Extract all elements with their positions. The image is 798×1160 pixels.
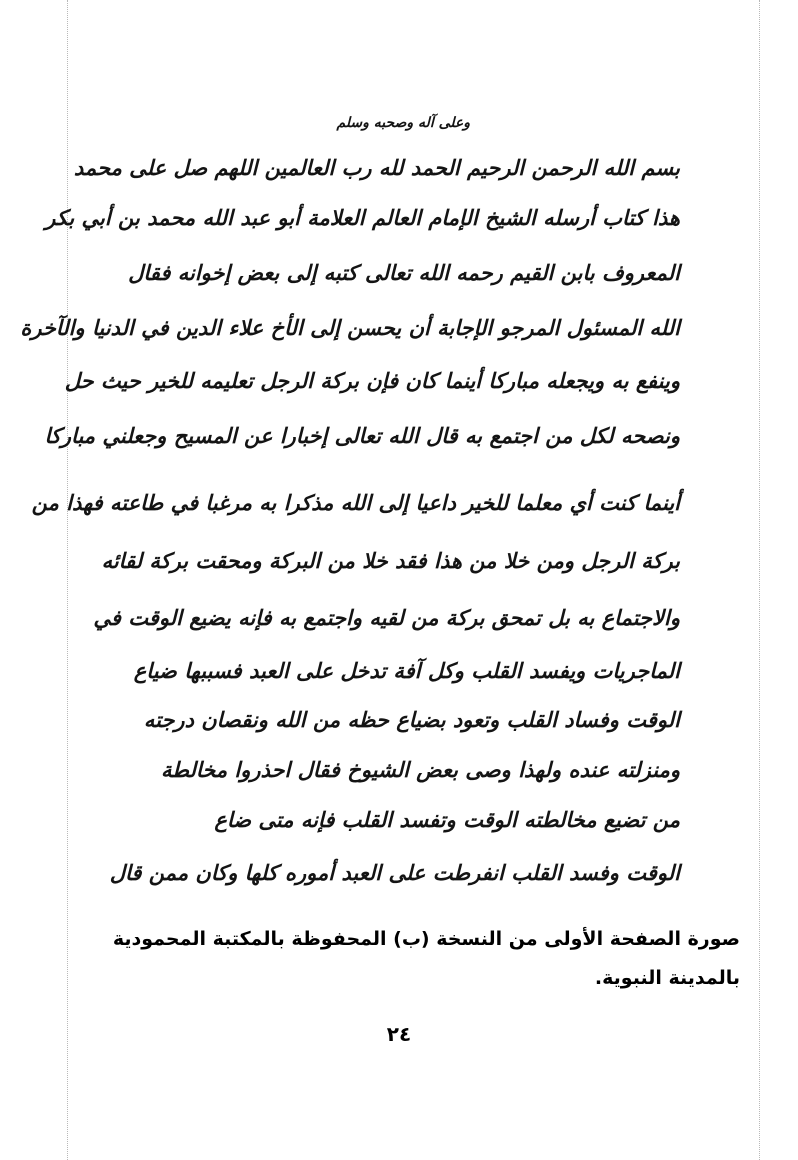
manuscript-line: الوقت وفسد القلب انفرطت على العبد أموره كلها وكان ممن قال (109, 860, 680, 885)
page-number: ٢٤ (386, 1022, 412, 1046)
manuscript-line: والاجتماع به بل تمحق بركة من لقيه واجتمع به فإنه يضيع الوقت في (93, 605, 680, 630)
manuscript-line: بركة الرجل ومن خلا من هذا فقد خلا من البركة ومحقت بركة لقائه (101, 548, 680, 573)
manuscript-line: أينما كنت أي معلما للخير داعيا إلى الله مذكرا به مرغبا في طاعته فهذا من (31, 490, 680, 515)
manuscript-line: الوقت وفساد القلب وتعود بضياع حظه من الله ونقصان درجته (143, 707, 680, 732)
caption-line: صورة الصفحة الأولى من النسخة (ب) المحفوظة بالمكتبة المحمودية (112, 928, 740, 950)
manuscript-line: هذا كتاب أرسله الشيخ الإمام العالم العلامة أبو عبد الله محمد بن أبي بكر (45, 205, 680, 230)
manuscript-line: ونصحه لكل من اجتمع به قال الله تعالى إخبارا عن المسيح وجعلني مباركا (44, 423, 680, 448)
manuscript-line: الله المسئول المرجو الإجابة أن يحسن إلى الأخ علاء الدين في الدنيا والآخرة (20, 315, 680, 340)
caption-line: بالمدينة النبوية. (594, 967, 740, 989)
manuscript-line: ومنزلته عنده ولهذا وصى بعض الشيوخ فقال احذروا مخالطة (160, 757, 680, 782)
manuscript-line: من تضيع مخالطته الوقت وتفسد القلب فإنه متى ضاع (214, 807, 680, 832)
manuscript-line: بسم الله الرحمن الرحيم الحمد لله رب العالمين اللهم صل على محمد (73, 155, 680, 180)
manuscript-line: المعروف بابن القيم رحمه الله تعالى كتبه إلى بعض إخوانه فقال (128, 260, 680, 285)
manuscript-line: الماجريات ويفسد القلب وكل آفة تدخل على العبد فسببها ضياع (133, 658, 680, 683)
right-margin-guide (759, 0, 760, 1160)
manuscript-line: وينفع به ويجعله مباركا أينما كان فإن بركة الرجل تعليمه للخير حيث حل (64, 368, 680, 393)
manuscript-line: وعلى آله وصحبه وسلم (336, 115, 470, 131)
